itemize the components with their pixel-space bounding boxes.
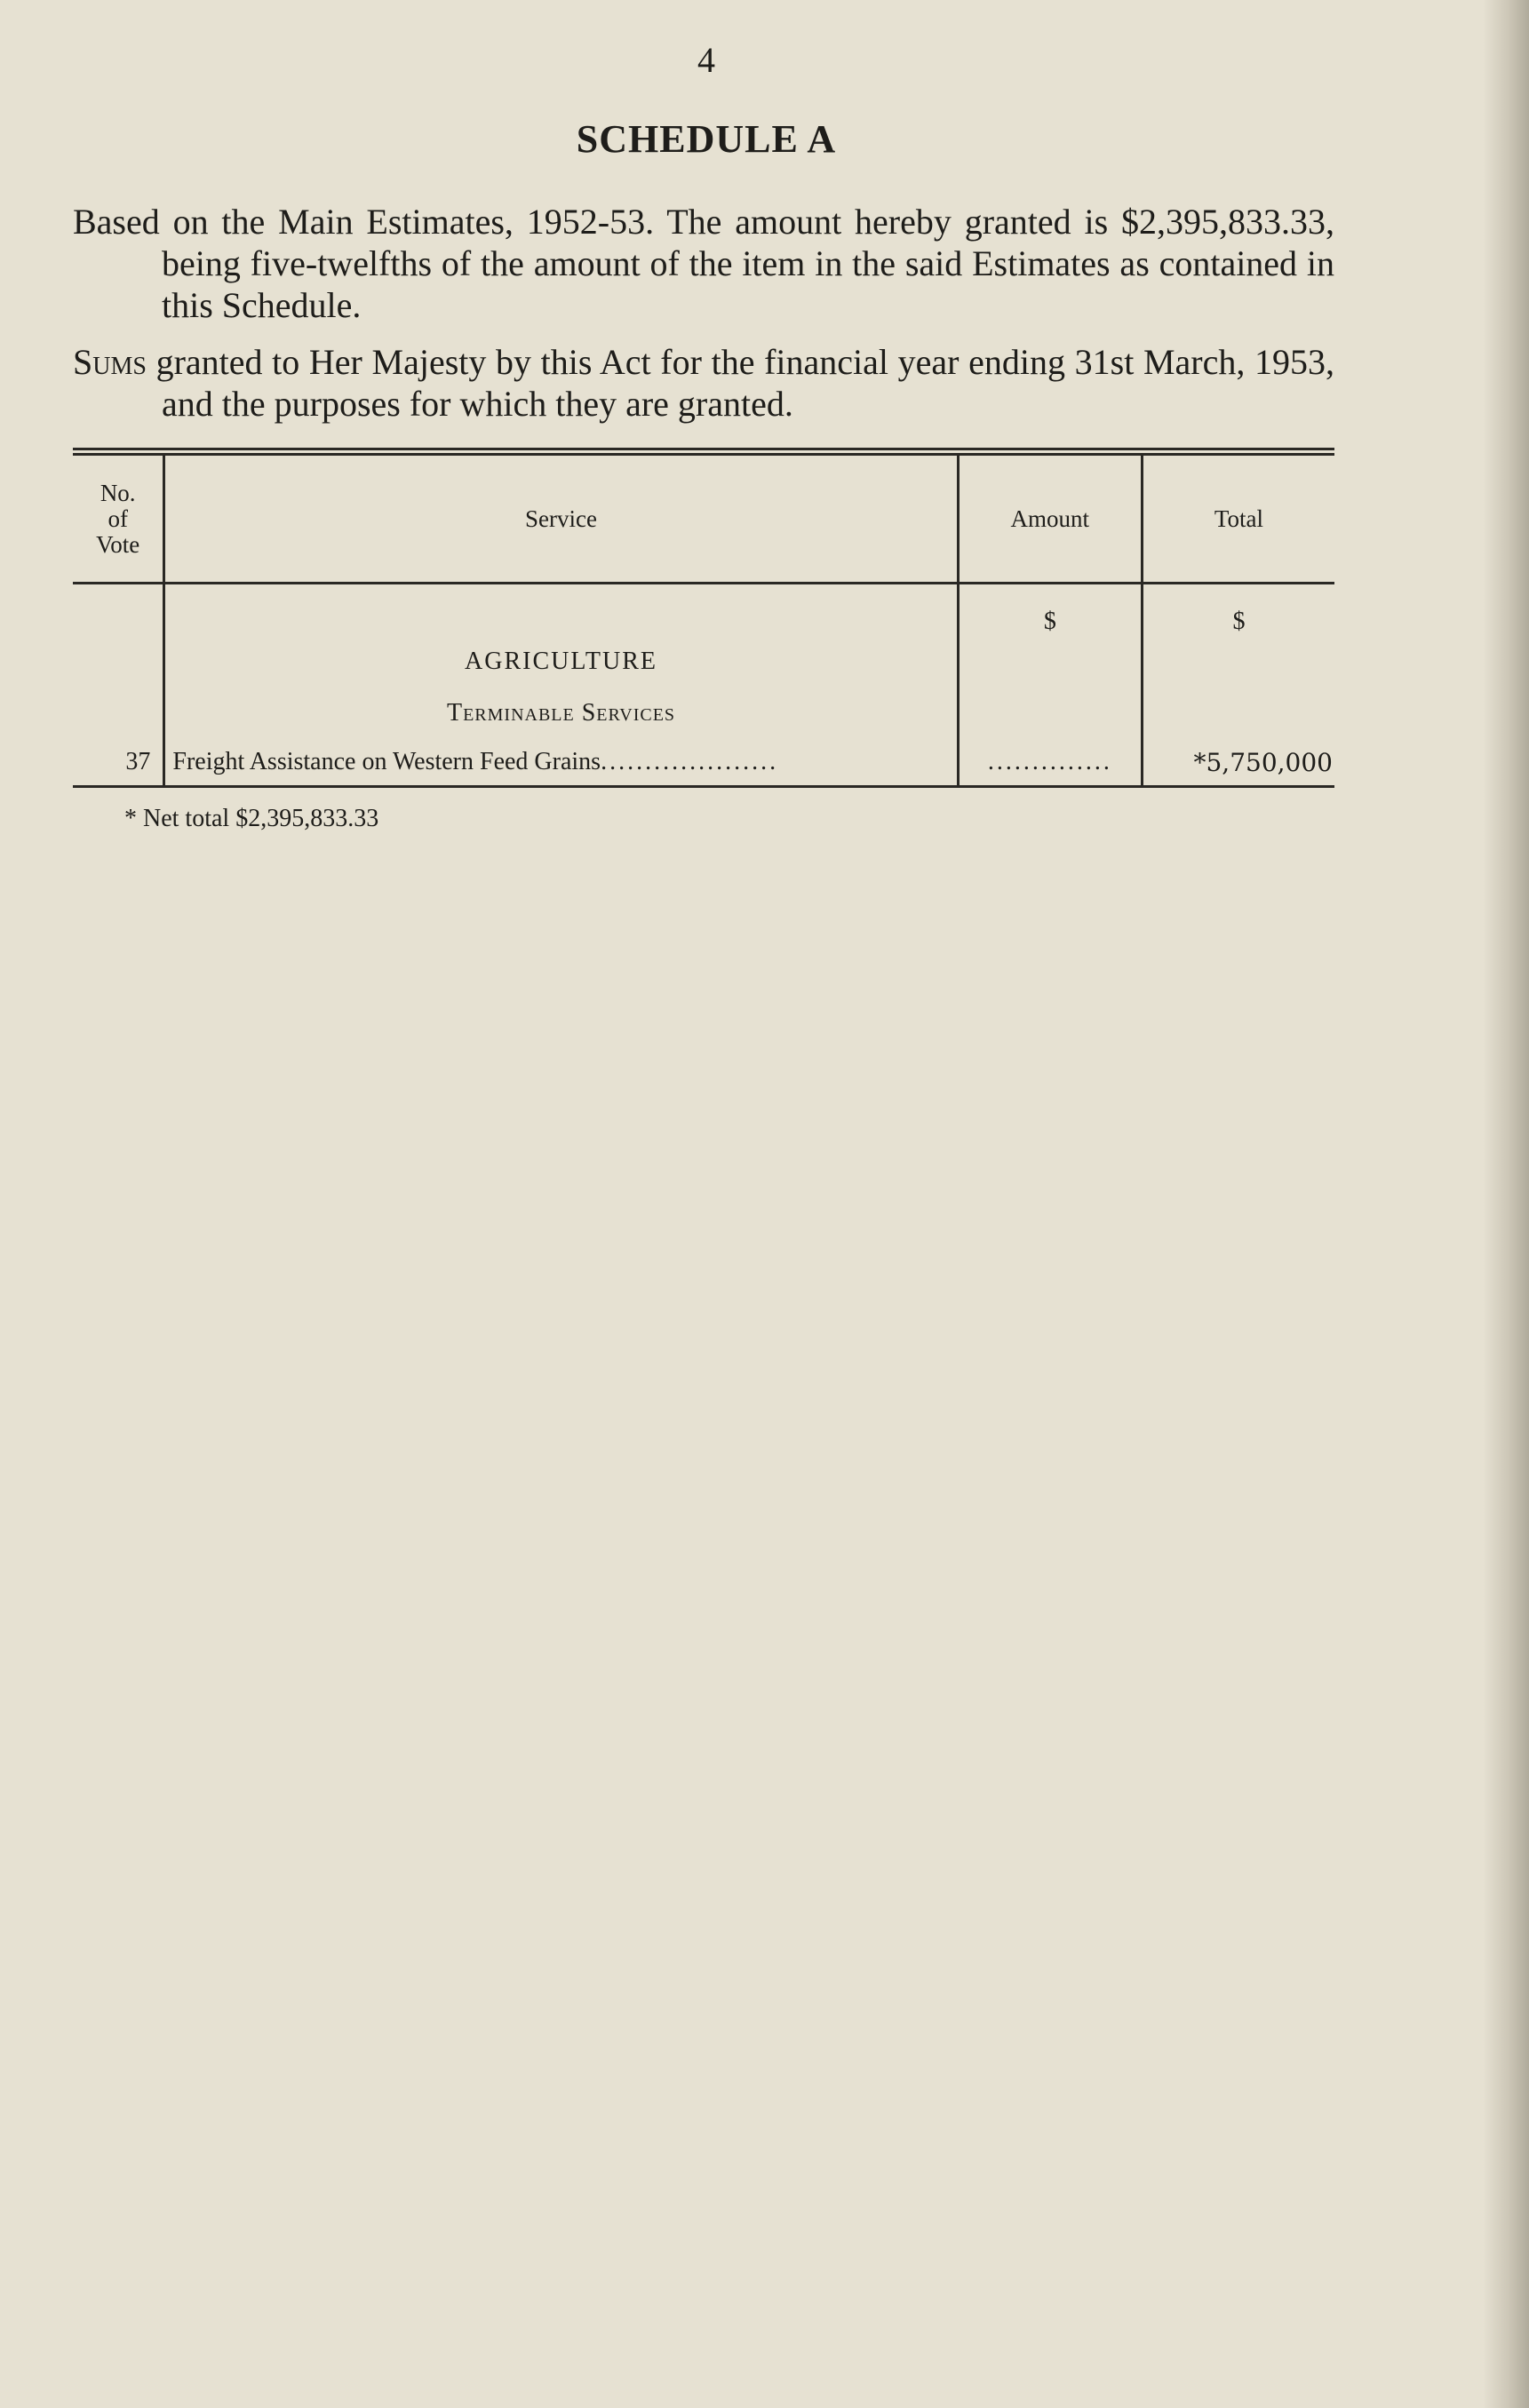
header-vote-line2: of: [108, 505, 128, 532]
total-value: *5,750,000: [1193, 747, 1333, 777]
schedule-table: [73, 456, 1334, 785]
header-amount: Amount: [958, 456, 1142, 584]
header-vote-line3: Vote: [96, 530, 140, 558]
schedule-title: SCHEDULE A: [576, 117, 837, 161]
currency-row: [73, 584, 1334, 637]
service-description: [164, 739, 958, 785]
footnote: * Net total $2,395,833.33: [124, 805, 379, 832]
department-row: [73, 636, 1334, 687]
table-top-double-rule: [73, 448, 1334, 456]
total-currency-symbol: $: [1232, 608, 1246, 635]
sums-paragraph-text: granted to Her Majesty by this Act for the financial year ending 31st March, 1953, and the purposes for which they are granted.: [146, 342, 1334, 424]
service-dot-leader: ....................: [601, 748, 779, 775]
subsection-heading: Terminable Services: [164, 687, 958, 739]
header-total: Total: [1142, 456, 1334, 584]
header-service: Service: [164, 456, 958, 584]
page-number: 4: [697, 40, 715, 80]
table-row: [73, 739, 1334, 785]
table-header-row: [73, 456, 1334, 584]
header-vote-line1: No.: [100, 479, 136, 506]
amount-currency-symbol: $: [958, 584, 1142, 637]
vote-number: 37: [73, 739, 164, 785]
sums-lead-word: Sums: [73, 342, 147, 382]
sums-paragraph: [73, 341, 1334, 425]
subsection-row: [73, 687, 1334, 739]
service-name: Freight Assistance on Western Feed Grains: [172, 748, 601, 775]
table-bottom-rule: [73, 785, 1334, 788]
schedule-table-wrapper: [73, 448, 1334, 788]
department-heading: AGRICULTURE: [164, 636, 958, 687]
page-edge-shadow: [1483, 0, 1529, 2408]
header-vote-number: [73, 456, 164, 584]
amount-value: ..............: [958, 739, 1142, 785]
intro-paragraph: Based on the Main Estimates, 1952-53. The amount hereby granted is $2,395,833.33, being five-twelfths of the amount of the item in the said Estimates as contained in this Schedule.: [73, 202, 1334, 325]
